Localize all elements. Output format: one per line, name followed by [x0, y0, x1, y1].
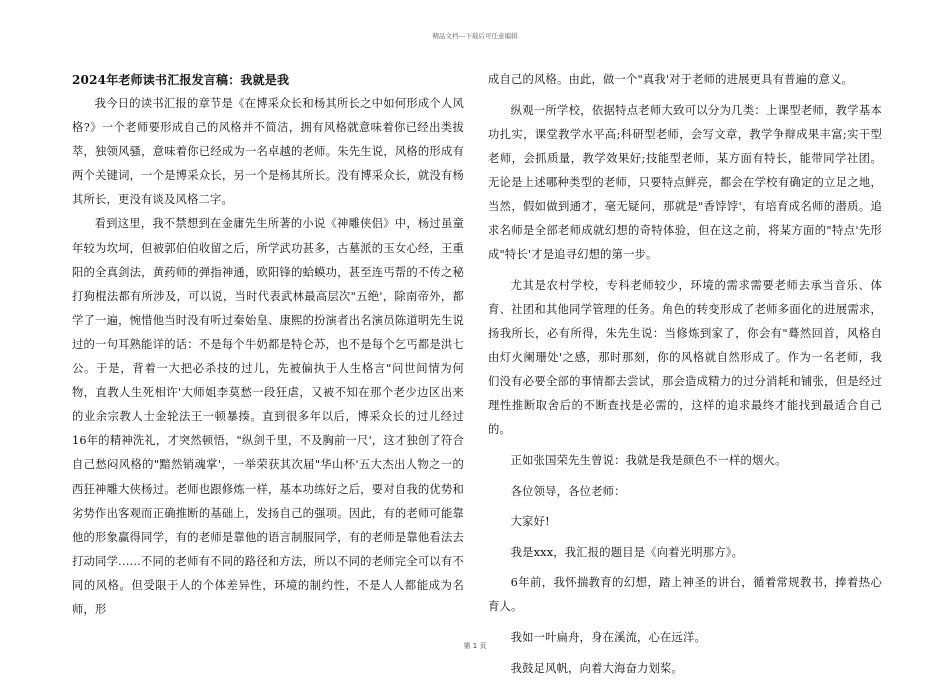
paragraph: 大家好!: [510, 515, 550, 529]
paragraph: 成自己的风格。由此，做一个"真我'对于老师的进展更具有普遍的意义。: [488, 73, 854, 86]
paragraph: 我是xxx，我汇报的题目是《向着光明那方》。: [510, 545, 744, 559]
paragraph: 6年前，我怀揣教育的幻想，踏上神圣的讲台，循着常规教书，捧着热心育人。: [488, 576, 882, 614]
page-header: 精品文档---下载后可任意编辑: [432, 32, 518, 40]
right-column: [488, 68, 882, 687]
paragraph: 尤其是农村学校，专科老师较少，环境的需求需要老师去承当音乐、体育、社团和其他同学管理的任务。角色的转变形成了老师多面化的进展需求，扬我所长，必有所得，朱先生说：当修炼到家了，你会有"蓦然回首，风格自由灯火阑珊处'之感，那时那刻，你的风格就自然形成了。作为一名老师，我们没有必要全部的事情都去尝试，那会造成精力的过分消耗和铺张，但是经过理性推断取舍后的不断查找是必需的，这样的追求最终才能找到最适合自己的。: [488, 278, 882, 437]
page-number: 第 1 页: [463, 642, 487, 650]
left-column: [72, 68, 464, 622]
paragraph: 各位领导，各位老师：: [510, 484, 626, 498]
document-title: 2024年老师读书汇报发言稿：我就是我: [72, 73, 290, 87]
paragraph: 纵观一所学校，依据特点老师大致可以分为几类：上课型老师，教学基本功扎实，课堂教学水平高;科研型老师，会写文章，教学争辩成果丰富;实干型老师，会抓质量，教学效果好;技能型老师，某方面有特长，能带同学社团。无论是上述哪种类型的老师，只要特点鲜亮，都会在学校有确定的立足之地，当然，假如做到通才，毫无疑问，那就是"香饽饽'，有培育成名师的潜质。追求名师是全部老师成就幻想的奇特体验，但在这之前，将某方面的"特点'先形成"特长'才是追寻幻想的第一步。: [488, 103, 882, 262]
paragraph: 我如一叶扁舟，身在溪流，心在远洋。: [510, 630, 707, 644]
paragraph: 我鼓足风帆，向着大海奋力划桨。: [510, 661, 684, 675]
paragraph: 看到这里，我不禁想到在金庸先生所著的小说《神雕侠侣》中，杨过虽童年较为坎坷，但被郭伯伯收留之后，所学武功甚多，古墓派的玉女心经，王重阳的全真剑法，黄药师的弹指神通，欧阳锋的蛤蟆功，甚至连丐帮的不传之秘打狗棍法都有所涉及，可以说，当时代表武林最高层次"五绝'，除南帝外，都学了一遍，惋惜他当时没有听过秦始皇、康熙的扮演者出名演员陈道明先生说过的一句耳熟能详的话：不是每个牛奶都是特仑苏，也不是每个乞丐都是洪七公。于是，背着一大把必杀技的过儿，先被偏执于人生格言"问世间情为何物，直教人生死相许'大师姐李莫愁一段狂虐，又被不知在那个老少边区出来的业余宗教人士金轮法王一顿暴揍。直到很多年以后，博采众长的过儿经过16年的精神洗礼，才突然顿悟，"纵剑千里，不及胸前一尺'，这才独创了符合自己愁闷风格的"黯然销魂掌'，一举荣获其次届"华山杯'五大杰出人物之一的西狂神雕大侠杨过。老师也跟修炼一样，基本功练好之后，要对自我的优势和劣势作出客观而正确推断的基础上，发扬自己的强项。因此，有的老师可能靠他的形象赢得同学，有的老师是靠他的语言制服同学，有的老师是靠他看法去打动同学......不同的老师有不同的路径和方法，所以不同的老师完全可以有不同的风格。但受限于人的个体差异性，环境的制约性，不是人人都能成为名师，形: [72, 217, 464, 616]
paragraph: 我今日的读书汇报的章节是《在博采众长和杨其所长之中如何形成个人风格?》一个老师要形成自己的风格并不简洁，拥有风格就意味着你已经出类拔萃，独领风骚，意味着你已经成为一名卓越的老师。朱先生说，风格的形成有两个关键词，一个是博采众长，另一个是杨其所长。没有博采众长，就没有杨其所长，更没有谈及风格二字。: [72, 97, 464, 207]
paragraph: 正如张国荣先生曾说：我就是我是颜色不一样的烟火。: [510, 453, 787, 467]
